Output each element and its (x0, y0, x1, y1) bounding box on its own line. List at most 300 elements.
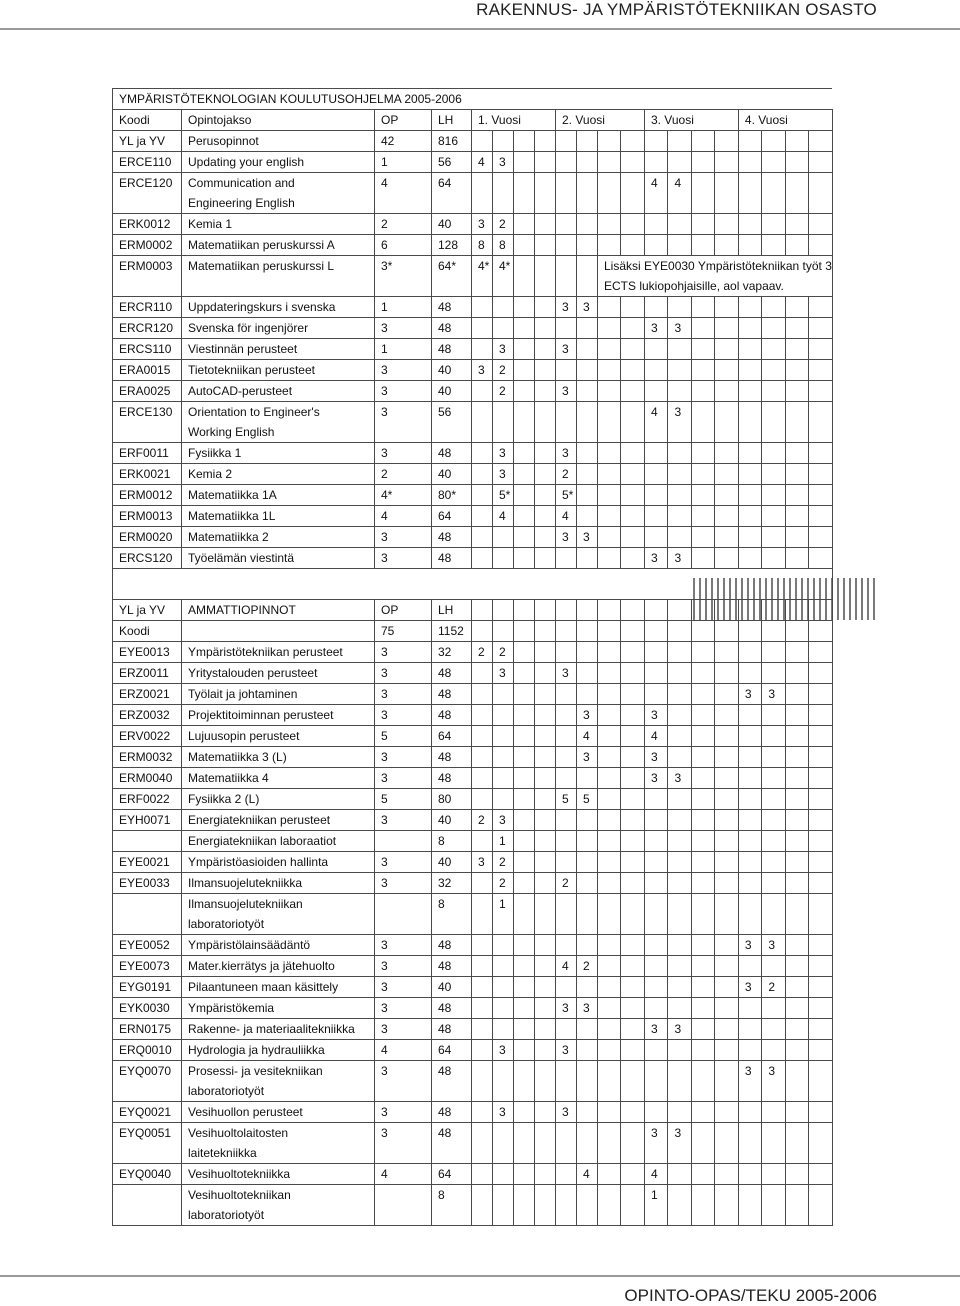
year-cell (809, 1164, 833, 1185)
year-cell (598, 1123, 621, 1144)
year-cell (493, 956, 514, 977)
year-cell (556, 726, 577, 747)
year-cell (535, 768, 556, 789)
course-lh: 40 (432, 381, 472, 402)
course-code: ERCS120 (113, 548, 182, 569)
course-name: Vesihuoltotekniikan (182, 1185, 375, 1206)
year-cell (762, 402, 785, 423)
year-cell: 3 (577, 527, 598, 548)
course-name: Matematiikan peruskurssi L (182, 256, 375, 277)
course-name: Hydrologia ja hydrauliikka (182, 1040, 375, 1061)
year-cell (785, 214, 808, 235)
year-cell (785, 422, 808, 443)
course-op: 3 (375, 1019, 432, 1040)
year-cell (577, 831, 598, 852)
year-cell (715, 1205, 738, 1226)
year-cell (472, 402, 493, 423)
year-cell (556, 214, 577, 235)
year-cell (535, 464, 556, 485)
year-cell (577, 360, 598, 381)
year-cell (493, 1205, 514, 1226)
course-lh: 80 (432, 789, 472, 810)
year-cell (691, 684, 714, 705)
year-cell (472, 1019, 493, 1040)
year-cell (738, 1081, 761, 1102)
year-cell (472, 1164, 493, 1185)
year-cell (598, 621, 621, 642)
year-cell (644, 443, 667, 464)
year-cell (577, 1081, 598, 1102)
year-cell: 4 (556, 956, 577, 977)
year-cell (644, 506, 667, 527)
column-header: 1. Vuosi (472, 110, 556, 131)
year-cell (668, 214, 691, 235)
year-cell (809, 768, 833, 789)
year-cell (785, 548, 808, 569)
year-cell: 3 (472, 852, 493, 873)
course-name: Työelämän viestintä (182, 548, 375, 569)
course-lh: 40 (432, 360, 472, 381)
year-cell (598, 297, 621, 318)
year-cell (556, 1019, 577, 1040)
section-name (182, 621, 375, 642)
year-cell (535, 684, 556, 705)
year-cell (691, 152, 714, 173)
year-cell (598, 152, 621, 173)
year-cell: 3 (556, 381, 577, 402)
year-cell (493, 1019, 514, 1040)
year-cell (691, 527, 714, 548)
year-cell (472, 831, 493, 852)
year-cell (577, 642, 598, 663)
course-code: ERM0040 (113, 768, 182, 789)
section-row (113, 621, 833, 642)
year-cell (715, 642, 738, 663)
year-cell (493, 402, 514, 423)
course-lh: 48 (432, 998, 472, 1019)
year-cell (577, 663, 598, 684)
year-cell (738, 485, 761, 506)
year-cell (809, 914, 833, 935)
year-cell (668, 443, 691, 464)
year-cell (715, 443, 738, 464)
year-cell (644, 1061, 667, 1082)
year-cell (762, 726, 785, 747)
course-lh: 48 (432, 443, 472, 464)
year-cell (762, 1143, 785, 1164)
year-cell: 3 (493, 443, 514, 464)
year-cell: 3 (493, 1040, 514, 1061)
year-cell (738, 705, 761, 726)
curriculum-table (112, 88, 833, 1226)
year-cell (621, 152, 644, 173)
year-cell (472, 318, 493, 339)
course-lh (432, 914, 472, 935)
course-name: Communication and (182, 173, 375, 194)
year-cell (472, 276, 493, 297)
year-cell (785, 642, 808, 663)
year-cell (514, 642, 535, 663)
year-cell (738, 318, 761, 339)
course-op: 1 (375, 152, 432, 173)
year-cell (668, 914, 691, 935)
year-cell (809, 381, 833, 402)
year-cell (577, 548, 598, 569)
section-code: YL ja YV (113, 131, 182, 152)
year-cell (598, 1061, 621, 1082)
course-code: ERCR110 (113, 297, 182, 318)
section-name: Perusopinnot (182, 131, 375, 152)
year-cell (493, 789, 514, 810)
course-lh: 40 (432, 852, 472, 873)
year-cell (577, 852, 598, 873)
year-cell: 3 (556, 297, 577, 318)
year-cell (621, 789, 644, 810)
course-lh: 40 (432, 810, 472, 831)
year-cell (715, 1185, 738, 1206)
year-cell (493, 935, 514, 956)
year-cell: 3 (556, 663, 577, 684)
course-code: EYQ0040 (113, 1164, 182, 1185)
table-row (113, 1102, 833, 1123)
year-cell (556, 935, 577, 956)
year-cell (514, 789, 535, 810)
year-cell (762, 873, 785, 894)
year-cell (809, 998, 833, 1019)
course-lh: 40 (432, 214, 472, 235)
course-op: 4 (375, 173, 432, 194)
year-cell: 4 (644, 726, 667, 747)
year-cell: 5 (577, 789, 598, 810)
year-cell: 2 (493, 873, 514, 894)
year-cell (762, 318, 785, 339)
year-cell (738, 131, 761, 152)
year-cell (535, 621, 556, 642)
year-cell (668, 235, 691, 256)
year-cell: 3 (577, 705, 598, 726)
course-name: Updating your english (182, 152, 375, 173)
course-name: Tietotekniikan perusteet (182, 360, 375, 381)
year-cell (514, 726, 535, 747)
course-lh: 48 (432, 1019, 472, 1040)
year-cell (785, 443, 808, 464)
year-cell (691, 1040, 714, 1061)
year-cell (715, 173, 738, 194)
year-cell (691, 600, 714, 621)
year-cell: 5* (493, 485, 514, 506)
year-cell (809, 956, 833, 977)
year-cell (598, 831, 621, 852)
year-cell (514, 747, 535, 768)
year-cell (493, 1185, 514, 1206)
course-code: ERM0003 (113, 256, 182, 277)
year-cell (577, 152, 598, 173)
year-cell: 4 (577, 1164, 598, 1185)
year-cell (514, 548, 535, 569)
year-cell (644, 998, 667, 1019)
section-lh: 816 (432, 131, 472, 152)
year-cell (738, 789, 761, 810)
year-cell (738, 747, 761, 768)
year-cell (621, 1123, 644, 1144)
course-code: ERM0032 (113, 747, 182, 768)
year-cell (493, 318, 514, 339)
year-cell (668, 831, 691, 852)
year-cell (809, 873, 833, 894)
year-cell (715, 214, 738, 235)
year-cell (809, 621, 833, 642)
year-cell (514, 193, 535, 214)
year-cell (668, 1143, 691, 1164)
year-cell (598, 402, 621, 423)
course-name: Matematiikka 3 (L) (182, 747, 375, 768)
year-cell (809, 831, 833, 852)
year-cell (514, 873, 535, 894)
year-cell (762, 1040, 785, 1061)
year-cell (715, 935, 738, 956)
year-cell (762, 506, 785, 527)
course-code: ERM0020 (113, 527, 182, 548)
year-cell: 2 (472, 810, 493, 831)
year-cell (762, 998, 785, 1019)
year-cell (598, 193, 621, 214)
course-name: AutoCAD-perusteet (182, 381, 375, 402)
year-cell (577, 810, 598, 831)
course-name: Ympäristökemia (182, 998, 375, 1019)
course-op: 3 (375, 360, 432, 381)
year-cell (668, 422, 691, 443)
year-cell (493, 1123, 514, 1144)
year-cell (577, 422, 598, 443)
year-cell (621, 131, 644, 152)
year-cell (556, 256, 577, 277)
table-row-continued (113, 422, 833, 443)
course-op: 3 (375, 402, 432, 423)
year-cell (598, 768, 621, 789)
year-cell (738, 956, 761, 977)
year-cell (762, 747, 785, 768)
year-cell (762, 852, 785, 873)
course-lh (432, 422, 472, 443)
year-cell (738, 152, 761, 173)
year-cell (577, 235, 598, 256)
year-cell (668, 852, 691, 873)
year-cell (809, 789, 833, 810)
year-cell (715, 152, 738, 173)
year-cell: 2 (493, 852, 514, 873)
year-cell (621, 600, 644, 621)
year-cell (472, 600, 493, 621)
year-cell (762, 193, 785, 214)
year-cell (762, 1019, 785, 1040)
year-cell (493, 1143, 514, 1164)
table-row-continued (113, 1081, 833, 1102)
year-cell (556, 621, 577, 642)
course-lh (432, 1081, 472, 1102)
year-cell (691, 381, 714, 402)
year-cell (556, 152, 577, 173)
year-cell (514, 852, 535, 873)
course-code: EYG0191 (113, 977, 182, 998)
year-cell (598, 381, 621, 402)
year-cell (621, 360, 644, 381)
year-cell (514, 318, 535, 339)
course-lh (432, 193, 472, 214)
year-cell (809, 726, 833, 747)
year-cell: 3 (644, 705, 667, 726)
year-cell (738, 998, 761, 1019)
year-cell (691, 422, 714, 443)
section-code: YL ja YV (113, 600, 182, 621)
year-cell: 2 (556, 464, 577, 485)
year-cell (715, 747, 738, 768)
year-cell (556, 600, 577, 621)
course-name: Ympäristöasioiden hallinta (182, 852, 375, 873)
course-op: 3 (375, 548, 432, 569)
year-cell: 2 (493, 214, 514, 235)
course-op: 3 (375, 443, 432, 464)
year-cell (556, 422, 577, 443)
year-cell (691, 1019, 714, 1040)
year-cell (668, 684, 691, 705)
table-row-continued (113, 914, 833, 935)
year-cell: 2 (493, 360, 514, 381)
year-cell (691, 768, 714, 789)
year-cell (762, 768, 785, 789)
course-code: ERK0012 (113, 214, 182, 235)
year-cell (577, 873, 598, 894)
year-cell: 2 (577, 956, 598, 977)
year-cell (691, 1205, 714, 1226)
year-cell: 3 (493, 810, 514, 831)
year-cell (785, 131, 808, 152)
year-cell (762, 894, 785, 915)
year-cell (598, 1143, 621, 1164)
year-cell (715, 402, 738, 423)
course-lh: 32 (432, 642, 472, 663)
year-cell (809, 464, 833, 485)
year-cell (785, 998, 808, 1019)
year-cell (472, 1143, 493, 1164)
table-row (113, 548, 833, 569)
year-cell (668, 527, 691, 548)
year-cell (535, 852, 556, 873)
course-code: ERN0175 (113, 1019, 182, 1040)
year-cell (598, 873, 621, 894)
year-cell (514, 276, 535, 297)
year-cell (691, 402, 714, 423)
year-cell: 2 (493, 381, 514, 402)
year-cell (762, 831, 785, 852)
course-code (113, 1205, 182, 1226)
course-code: EYE0021 (113, 852, 182, 873)
year-cell (472, 998, 493, 1019)
course-code: EYE0033 (113, 873, 182, 894)
year-cell (556, 173, 577, 194)
year-cell (577, 256, 598, 277)
year-cell (535, 422, 556, 443)
year-cell: 4 (668, 173, 691, 194)
year-cell (514, 1123, 535, 1144)
year-cell (785, 297, 808, 318)
table-row (113, 1061, 833, 1082)
year-cell (668, 1040, 691, 1061)
year-cell (668, 464, 691, 485)
year-cell (762, 360, 785, 381)
year-cell (644, 852, 667, 873)
year-cell: 3 (577, 297, 598, 318)
year-cell (535, 443, 556, 464)
year-cell (668, 747, 691, 768)
course-op: 3 (375, 642, 432, 663)
year-cell (762, 443, 785, 464)
year-cell: 3 (668, 548, 691, 569)
course-op: 2 (375, 464, 432, 485)
year-cell (785, 810, 808, 831)
year-cell (535, 894, 556, 915)
table-row (113, 464, 833, 485)
year-cell (556, 318, 577, 339)
year-cell (514, 600, 535, 621)
year-cell (621, 747, 644, 768)
year-cell (691, 810, 714, 831)
course-op: 4 (375, 1040, 432, 1061)
year-cell (738, 1019, 761, 1040)
year-cell (785, 621, 808, 642)
course-code: EYK0030 (113, 998, 182, 1019)
year-cell (715, 977, 738, 998)
year-cell (785, 1123, 808, 1144)
year-cell (577, 276, 598, 297)
section-op: 75 (375, 621, 432, 642)
year-cell (598, 642, 621, 663)
year-cell (809, 1205, 833, 1226)
year-cell (668, 506, 691, 527)
course-code (113, 193, 182, 214)
year-cell (621, 768, 644, 789)
year-cell (535, 1081, 556, 1102)
year-cell (738, 726, 761, 747)
table-row (113, 1019, 833, 1040)
course-op: 4 (375, 1164, 432, 1185)
year-cell (785, 768, 808, 789)
year-cell (762, 600, 785, 621)
table-row (113, 1040, 833, 1061)
course-op: 3 (375, 527, 432, 548)
course-name (182, 276, 375, 297)
year-cell (535, 193, 556, 214)
year-cell (668, 621, 691, 642)
year-cell (621, 684, 644, 705)
year-cell (598, 789, 621, 810)
year-cell (715, 1019, 738, 1040)
year-cell (809, 705, 833, 726)
year-cell (785, 977, 808, 998)
year-cell (691, 726, 714, 747)
year-cell (809, 131, 833, 152)
year-cell: 1 (493, 894, 514, 915)
year-cell (577, 600, 598, 621)
course-lh (432, 276, 472, 297)
course-lh: 64 (432, 173, 472, 194)
year-cell (762, 1102, 785, 1123)
year-cell (738, 1040, 761, 1061)
year-cell (785, 464, 808, 485)
year-cell (621, 642, 644, 663)
course-lh: 48 (432, 1123, 472, 1144)
year-cell (577, 173, 598, 194)
year-cell (715, 684, 738, 705)
